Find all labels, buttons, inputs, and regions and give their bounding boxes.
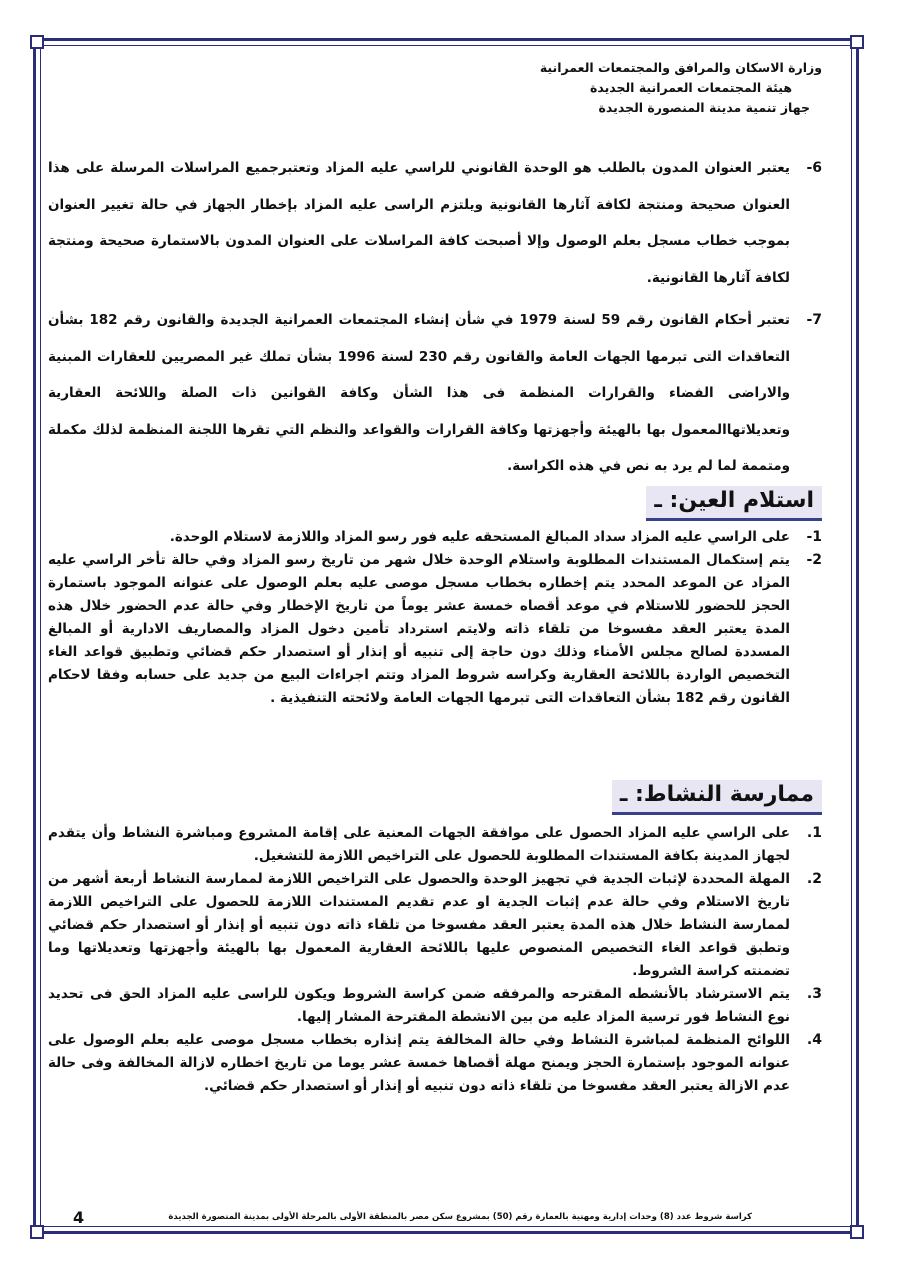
general-terms [48, 150, 822, 485]
letterhead-authority: هيئة المجتمعات العمرانية الجديدة [589, 80, 792, 95]
document-page [48, 58, 822, 1227]
activity-practice-section [48, 822, 822, 1098]
activity-item-2 [48, 868, 822, 983]
item-text: يتم إستكمال المستندات المطلوبة واستلام الوحدة خلال شهر من تاريخ رسو المزاد وفي حالة تأخر الراسي عليه المزاد عن الموعد المحدد يتم إخطاره بخطاب مسجل موصى عليه بعلم الوصول على عنوانه الموجود باستمارة الحجز للحضور للاستلام في موعد أقصاه خمسة عشر يوماً من تاريخ الإخطار وفي حالة عدم الحضور خلال هذه المدة يعتبر العقد مفسوخا من تلقاء ذاته ولايتم استرداد تأمين دخول المزاد والمصاريف الادارية أو المبالغ المسددة لصالح مجلس الأمناء وذلك دون حاجة إلى تنبيه أو إنذار أو استصدار حكم قضائي وتطبيق قواعد الغاء التخصيص الواردة باللائحة العقارية وكراسه شروط المزاد وتتم اجراءات البيع من جديد على حسابه وفقا لاحكام القانون رقم 182 بشأن التعاقدات التى تبرمها الجهات العامة ولائحته التنفيذية . [48, 552, 790, 706]
item-number: 1- [806, 529, 822, 545]
item-number: 3. [806, 986, 822, 1002]
border-corner-bottom-left [30, 1225, 44, 1239]
clause-6 [48, 150, 822, 296]
unit-handover-section [48, 526, 822, 710]
section-heading-unit-handover: استلام العين: ـ [646, 486, 822, 521]
clause-number: 6- [806, 160, 822, 176]
activity-item-1 [48, 822, 822, 868]
item-text: على الراسي عليه المزاد سداد المبالغ المستحقه عليه فور رسو المزاد واللازمة لاستلام الوحدة. [169, 529, 790, 545]
border-corner-top-right [850, 35, 864, 49]
clause-number: 7- [806, 312, 822, 328]
letterhead-agency: جهاز تنمية مدينة المنصورة الجديدة [598, 100, 810, 115]
clause-text: يعتبر العنوان المدون بالطلب هو الوحدة القانوني للراسي عليه المزاد وتعتبرجميع المراسلات المرسلة على هذا العنوان صحيحة ومنتجة لكافة آثارها القانونية ويلتزم الراسى عليه المزاد بإخطار الجهاز في حالة تغيير العنوان بموجب خطاب مسجل بعلم الوصول وإلا أصبحت كافة المراسلات على العنوان المدون بالاستمارة صحيحة ومنتجة لكافة آثارها القانونية. [48, 160, 790, 286]
item-text: اللوائح المنظمة لمباشرة النشاط وفي حالة المخالفة يتم إنذاره بخطاب مسجل موصى عليه بعلم الوصول على عنوانه الموجود بإستمارة الحجز ويمنح مهلة أقصاها خمسة عشر يوما من تاريخ اخطاره لازالة المخالفة وفى حالة عدم الازالة يعتبر العقد مفسوخا من تلقاء ذاته دون تنبيه أو إنذار أو استصدار حكم قضائي. [48, 1032, 790, 1094]
letterhead [442, 58, 822, 118]
border-corner-top-left [30, 35, 44, 49]
handover-item-1 [48, 526, 822, 549]
activity-item-4 [48, 1029, 822, 1098]
footer-text: كراسة شروط عدد (8) وحدات إدارية ومهنية بالعمارة رقم (50) بمشروع سكن مصر بالمنطقة الأولى بالمرحلة الأولى بمدينة المنصورة الجديدة [168, 1212, 752, 1222]
item-text: على الراسي عليه المزاد الحصول على موافقة الجهات المعنية على إقامة المشروع ومباشرة النشاط وأن يتقدم لجهاز المدينة بكافة المستندات المطلوبة للحصول على التراخيص اللازمة للتشغيل. [48, 825, 790, 864]
item-number: 2- [806, 552, 822, 568]
handover-item-2 [48, 549, 822, 710]
item-number: 4. [806, 1032, 822, 1048]
page-number: 4 [73, 1208, 85, 1227]
letterhead-ministry: وزارة الاسكان والمرافق والمجتمعات العمرانية [539, 60, 822, 75]
section-heading-activity-practice: ممارسة النشاط: ـ [612, 780, 822, 815]
clause-7 [48, 302, 822, 485]
border-corner-bottom-right [850, 1225, 864, 1239]
item-number: 2. [806, 871, 822, 887]
clause-text: تعتبر أحكام القانون رقم 59 لسنة 1979 في شأن إنشاء المجتمعات العمرانية الجديدة والقانون رقم 182 بشأن التعاقدات التى تبرمها الجهات العامة والقانون رقم 230 لسنة 1996 بشأن تملك غير المصريين للعقارات المبنية والاراضى الفضاء والقرارات المنظمة فى هذا الشأن وكافة القوانين ذات الصلة واللائحة العقارية وتعديلاتهاالمعمول بها بالهيئة وأجهزتها وكافة القرارات والقواعد والنظم التي تقرها اللجنة المنظمة لذلك مكملة ومتممة لما لم يرد به نص في هذه الكراسة. [48, 312, 790, 474]
activity-item-3 [48, 983, 822, 1029]
item-text: المهلة المحددة لإثبات الجدية في تجهيز الوحدة والحصول على التراخيص اللازمة لممارسة النشاط أربعة أشهر من تاريخ الاستلام وفي حالة عدم إثبات الجدية او عدم تقديم المستندات اللازمة للحصول على التراخيص اللازمة لممارسة النشاط خلال هذه المدة يعتبر العقد مفسوخا من تلقاء ذاته دون تنبيه أو إنذار أو استصدار حكم قضائي وتطبق قواعد الغاء التخصيص المنصوص عليها باللائحة العقارية المعمول بها بالهيئة وأجهزتها وتعديلاتها وما تضمنته كراسة الشروط. [48, 871, 790, 979]
page-footer [48, 1208, 822, 1228]
item-number: 1. [806, 825, 822, 841]
item-text: يتم الاسترشاد بالأنشطه المقترحه والمرفقه ضمن كراسة الشروط ويكون للراسى عليه المزاد الحق فى تحديد نوع النشاط فور ترسية المزاد عليه من بين الانشطة المقترحة المشار إليها. [48, 986, 790, 1025]
